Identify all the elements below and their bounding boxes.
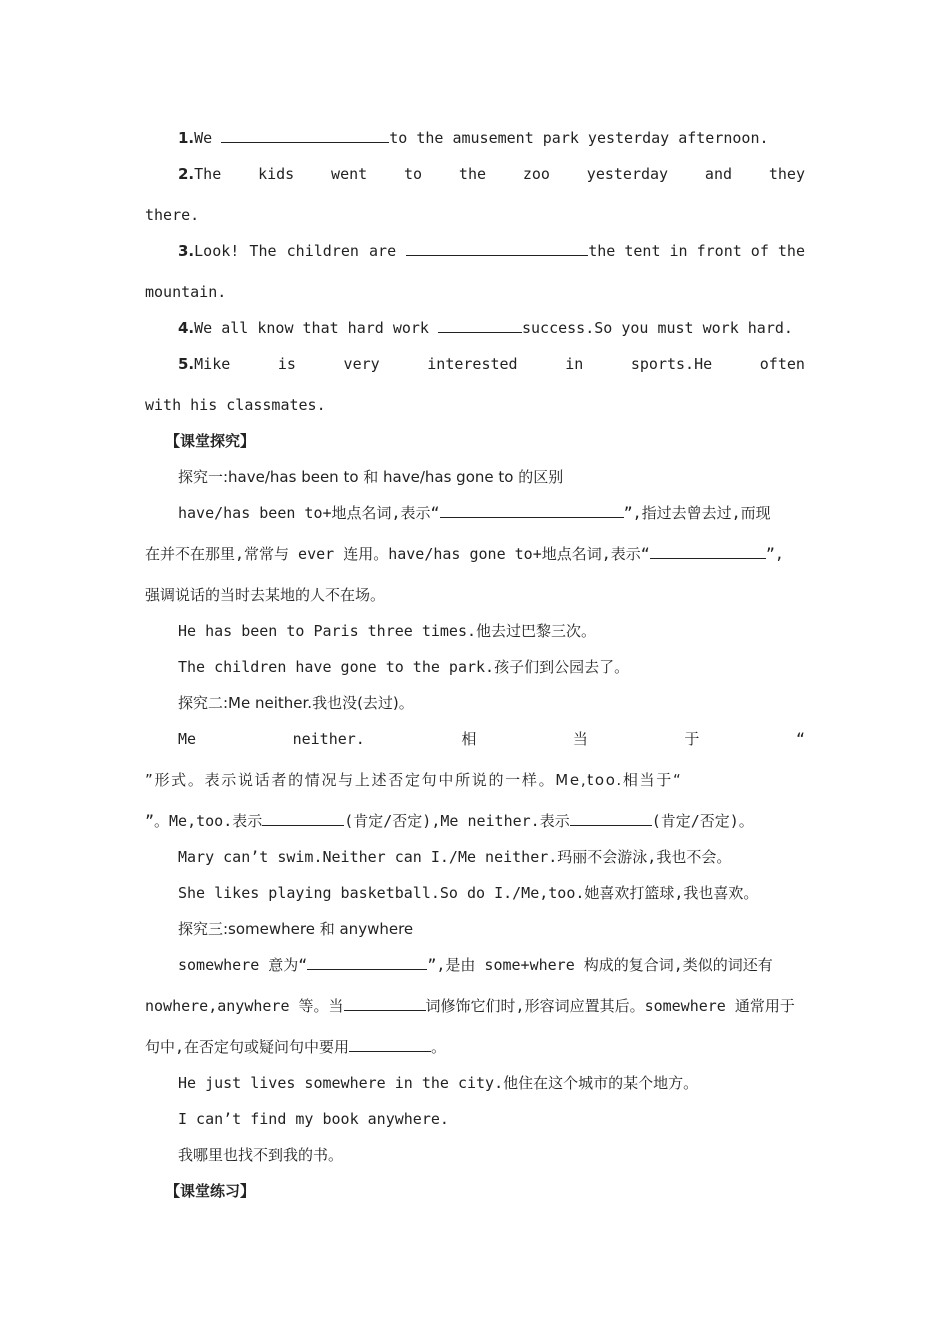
answer-blank[interactable] [262, 811, 344, 826]
explore-3-example-1: He just lives somewhere in the city.他住在这个城市的某个地方。 [178, 1074, 699, 1092]
section-heading-practice: 【课堂练习】 [165, 1182, 256, 1200]
explore-1-example-1: He has been to Paris three times.他去过巴黎三次。 [178, 622, 597, 640]
exercise-2-continued: there. [145, 206, 200, 224]
answer-blank[interactable] [650, 544, 766, 559]
answer-blank[interactable] [307, 955, 427, 970]
explore-2-paragraph-line-2: ”形式。表示说话者的情况与上述否定句中所说的一样。Me,too.相当于“ [145, 771, 683, 789]
explore-1-example-2: The children have gone to the park.孩子们到公园去了。 [178, 658, 630, 676]
answer-blank[interactable] [221, 128, 389, 143]
answer-blank[interactable] [406, 241, 588, 256]
explore-2-example-1: Mary can’t swim.Neither can I./Me neither.玛丽不会游泳,我也不会。 [178, 848, 732, 866]
explore-3-paragraph-line-2: nowhere,anywhere 等。当 词修饰它们时,形容词应置其后。somewhere 通常用于 [145, 997, 795, 1015]
exercise-4: 4.We all know that hard work success.So you must work hard. [178, 319, 793, 337]
explore-1-title: 探究一:have/has been to 和 have/has gone to 的区别 [178, 468, 564, 486]
section-heading-inquiry: 【课堂探究】 [165, 432, 256, 450]
explore-1-paragraph-line-1: have/has been to+地点名词,表示“ ”,指过去曾去过,而现 [178, 504, 771, 522]
answer-blank[interactable] [438, 318, 522, 333]
answer-blank[interactable] [440, 503, 624, 518]
exercise-1: 1.We to the amusement park yesterday afternoon. [178, 129, 769, 147]
explore-3-paragraph-line-1: somewhere 意为“ ”,是由 some+where 构成的复合词,类似的词还有 [178, 956, 773, 974]
exercise-2: 2.The kids went to the zoo yesterday and they [178, 165, 805, 183]
explore-1-paragraph-line-2: 在并不在那里,常常与 ever 连用。have/has gone to+地点名词,表示“ ”, [145, 545, 784, 563]
answer-blank[interactable] [349, 1037, 431, 1052]
explore-3-title: 探究三:somewhere 和 anywhere [178, 920, 414, 938]
explore-3-example-2: I can’t find my book anywhere. [178, 1110, 449, 1128]
explore-2-title: 探究二:Me neither.我也没(去过)。 [178, 694, 414, 712]
explore-3-example-2-translation: 我哪里也找不到我的书。 [178, 1146, 344, 1164]
explore-3-paragraph-line-3: 句中,在否定句或疑问句中要用 。 [145, 1038, 447, 1056]
exercise-5-continued: with his classmates. [145, 396, 326, 414]
explore-1-paragraph-line-3: 强调说话的当时去某地的人不在场。 [145, 586, 386, 604]
exercise-3: 3.Look! The children are the tent in front of the [178, 242, 805, 260]
answer-blank[interactable] [344, 996, 426, 1011]
explore-2-paragraph-line-3: ”。Me,too.表示 (肯定/否定),Me neither.表示 (肯定/否定)。 [145, 812, 754, 830]
explore-2-example-2: She likes playing basketball.So do I./Me,too.她喜欢打篮球,我也喜欢。 [178, 884, 759, 902]
explore-2-paragraph-line-1: Me neither. 相 当 于 “ [178, 730, 805, 748]
exercise-5: 5.Mike is very interested in sports.He often [178, 355, 805, 373]
exercise-3-continued: mountain. [145, 283, 227, 301]
answer-blank[interactable] [570, 811, 652, 826]
